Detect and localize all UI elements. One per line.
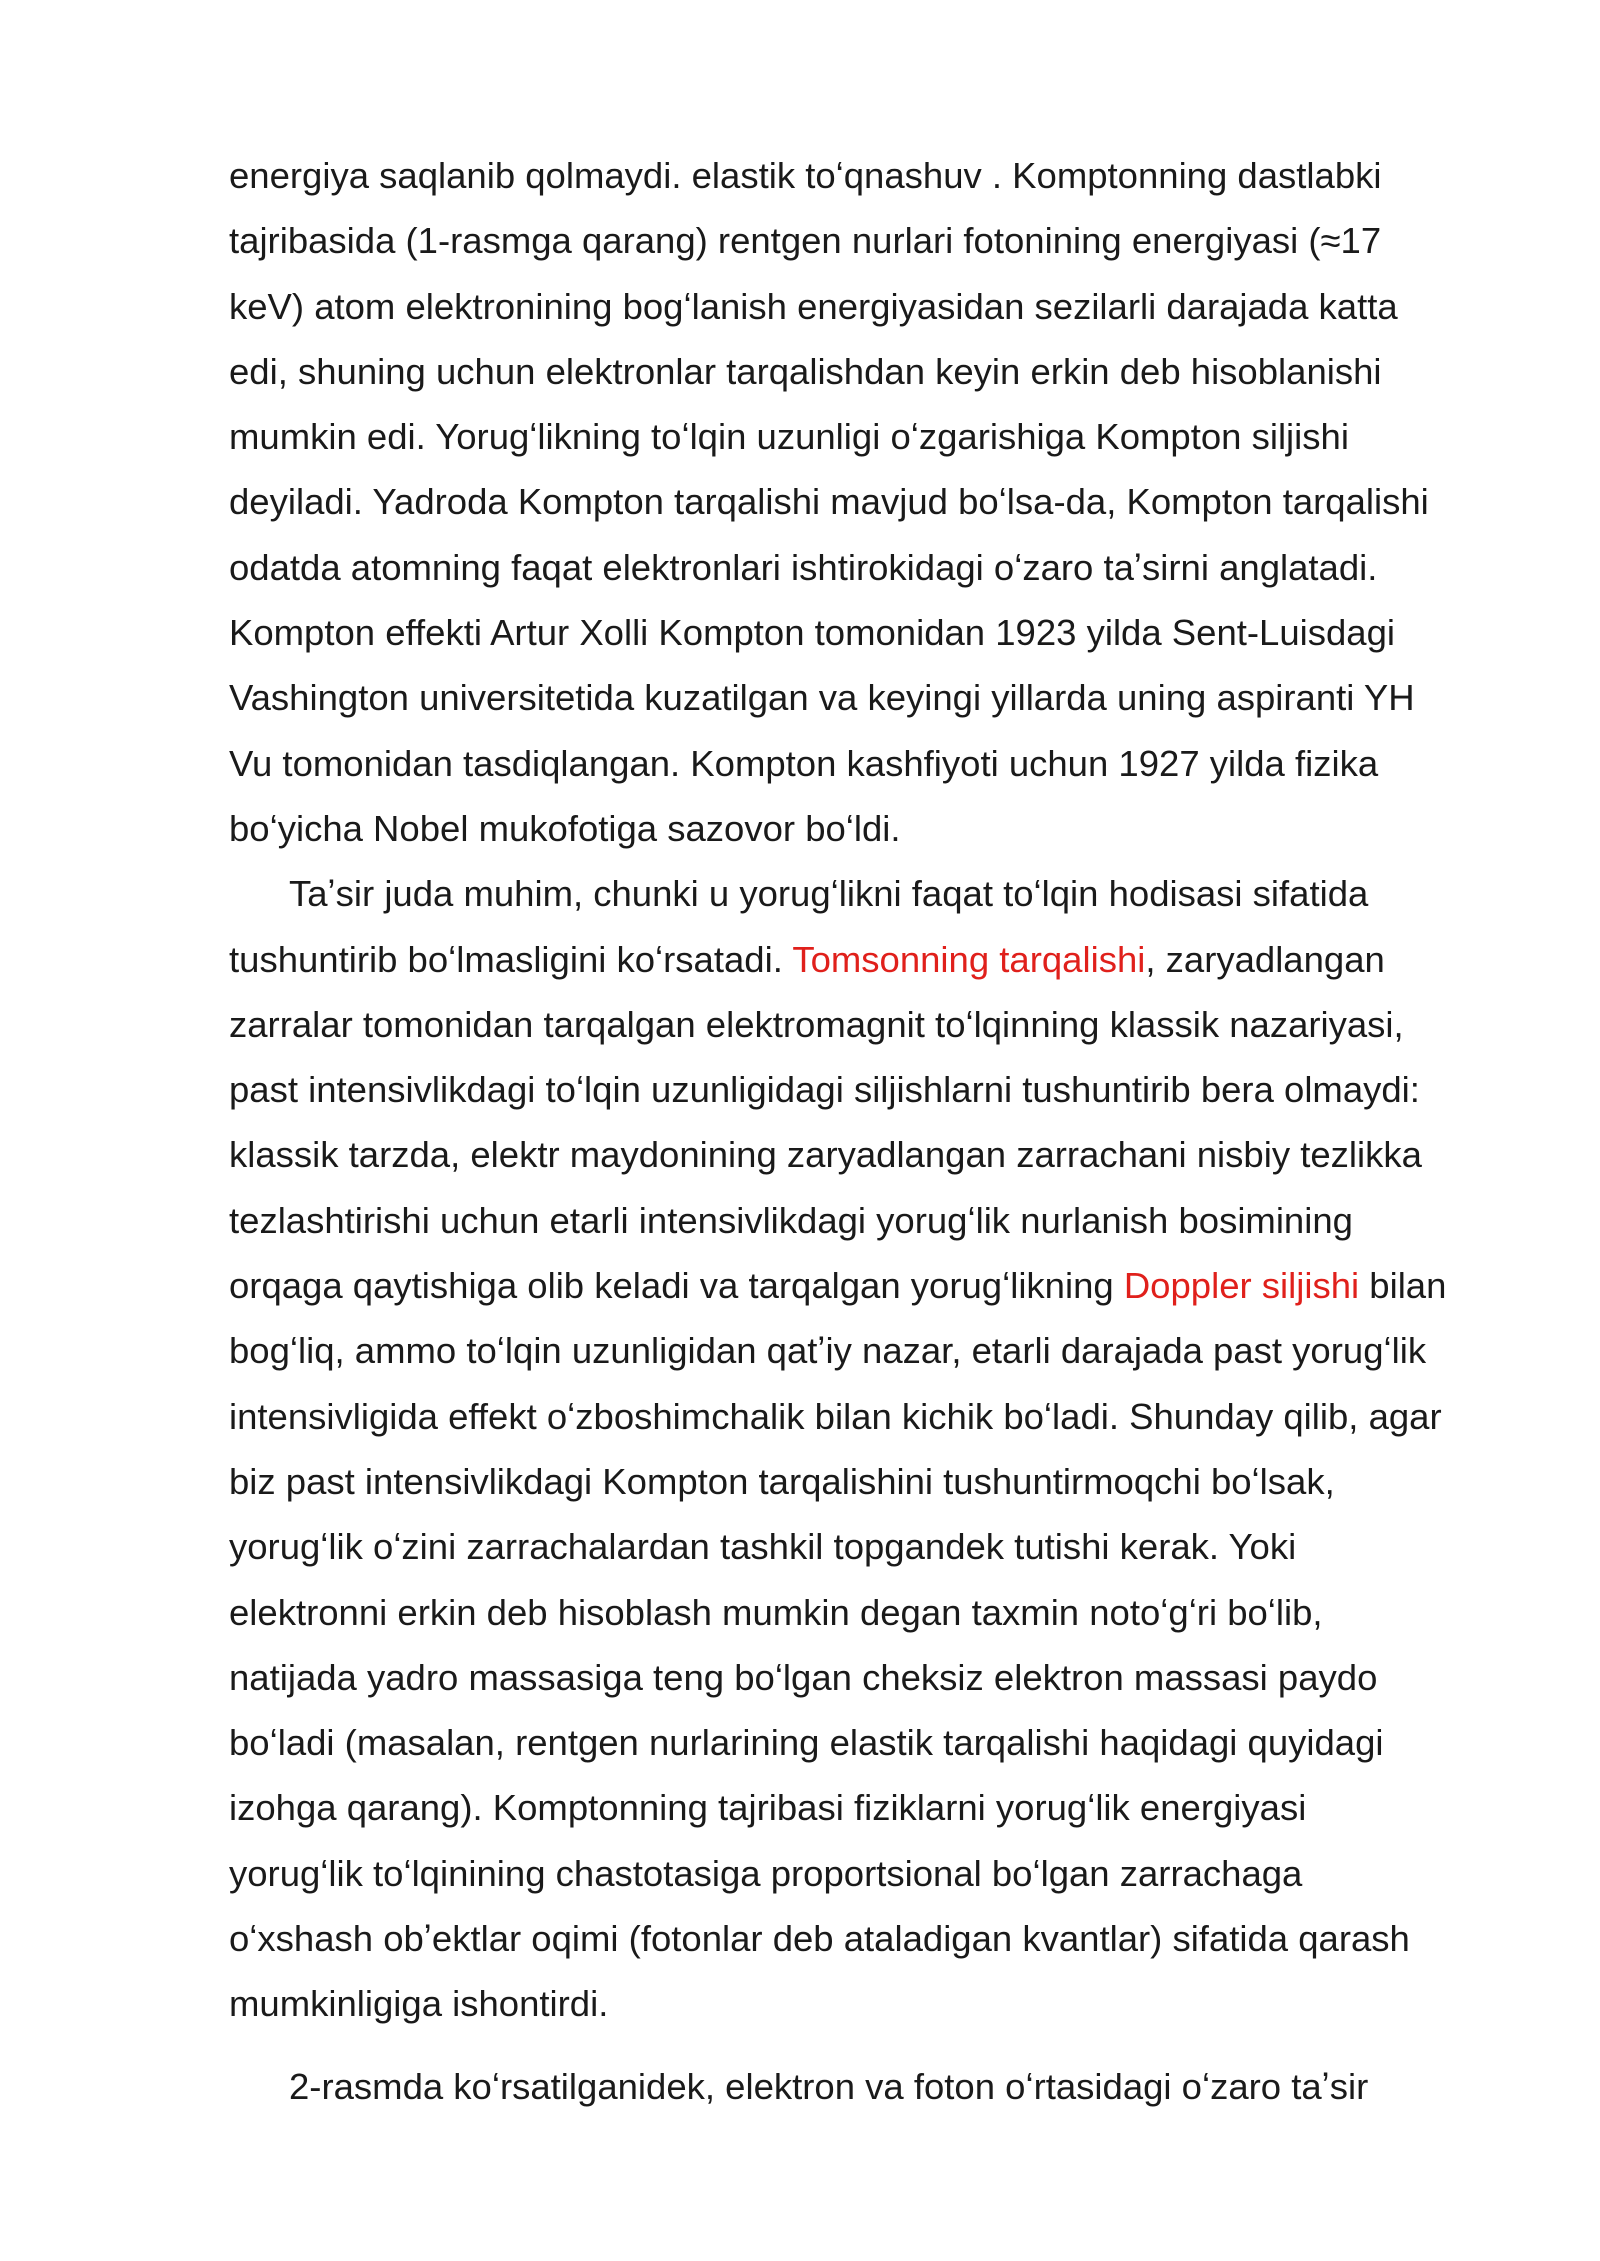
text-line: energiya saqlanib qolmaydi. elastik toʻqnashuv . Komptonning dastlabki — [229, 155, 1382, 196]
doppler-shift-link[interactable]: Doppler siljishi — [1123, 1265, 1360, 1307]
text-line: intensivligida effekt oʻzboshimchalik bilan kichik boʻladi. Shunday qilib, agar — [229, 1395, 1442, 1437]
text-line: oʻxshash obʼektlar oqimi (fotonlar deb ataladigan kvantlar) sifatida qarash — [229, 1918, 1410, 1960]
text-line: past intensivlikdagi toʻlqin uzunligidagi siljishlarni tushuntirib bera olmaydi: — [229, 1069, 1420, 1111]
text-line: Vashington universitetida kuzatilgan va keyingi yillarda uning aspiranti YH — [229, 677, 1415, 719]
text-line: odatda atomning faqat elektronlari ishtirokidagi oʻzaro taʼsirni anglatadi. — [229, 546, 1378, 588]
text-line: tajribasida (1-rasmga qarang) rentgen nurlari fotonining energiyasi (≈17 — [229, 220, 1382, 262]
text-span: bilan — [1359, 1265, 1447, 1307]
text-line: mumkinligiga ishontirdi. — [229, 1983, 609, 2025]
text-line: boʻyicha Nobel mukofotiga sazovor boʻldi. — [229, 807, 901, 849]
text-span: orqaga qaytishiga olib keladi va tarqalgan yorugʻlikning — [229, 1265, 1124, 1307]
text-line — [229, 927, 1499, 992]
text-line: Taʼsir juda muhim, chunki u yorugʻlikni faqat toʻlqin hodisasi sifatida — [289, 873, 1369, 915]
text-line: elektronni erkin deb hisoblash mumkin degan taxmin notoʻgʻri boʻlib, — [229, 1591, 1323, 1633]
paragraph-start — [229, 2054, 1499, 2119]
text-line: zarralar tomonidan tarqalgan elektromagnit toʻlqinning klassik nazariyasi, — [229, 1003, 1404, 1045]
text-line: bogʻliq, ammo toʻlqin uzunligidan qatʼiy nazar, etarli darajada past yorugʻlik — [229, 1330, 1427, 1372]
text-line: Kompton effekti Artur Xolli Kompton tomonidan 1923 yilda Sent-Luisdagi — [229, 612, 1396, 654]
text-line: mumkin edi. Yorugʻlikning toʻlqin uzunligi oʻzgarishiga Kompton siljishi — [229, 416, 1349, 458]
text-line: boʻladi (masalan, rentgen nurlarining elastik tarqalishi haqidagi quyidagi — [229, 1722, 1384, 1764]
text-line: natijada yadro massasiga teng boʻlgan cheksiz elektron massasi paydo — [229, 1656, 1378, 1698]
text-line: yorugʻlik oʻzini zarrachalardan tashkil topgandek tutishi kerak. Yoki — [229, 1526, 1297, 1568]
text-line: edi, shuning uchun elektronlar tarqalishdan keyin erkin deb hisoblanishi — [229, 350, 1382, 392]
text-line: izohga qarang). Komptonning tajribasi fiziklarni yorugʻlik energiyasi — [229, 1787, 1307, 1829]
text-line: keV) atom elektronining bogʻlanish energiyasidan sezilarli darajada katta — [229, 285, 1398, 327]
text-line: 2-rasmda koʻrsatilganidek, elektron va foton oʻrtasidagi oʻzaro taʼsir — [289, 2066, 1369, 2107]
text-line: tezlashtirishi uchun etarli intensivlikdagi yorugʻlik nurlanish bosimining — [229, 1199, 1353, 1241]
text-span: , zaryadlangan — [1145, 938, 1385, 980]
text-line: klassik tarzda, elektr maydonining zaryadlangan zarrachani nisbiy tezlikka — [229, 1134, 1422, 1176]
text-line: deyiladi. Yadroda Kompton tarqalishi mavjud boʻlsa-da, Kompton tarqalishi — [229, 481, 1429, 523]
paragraph-continuation — [229, 143, 1499, 2037]
text-span: tushuntirib boʻlmasligini koʻrsatadi. — [229, 938, 793, 980]
text-line: yorugʻlik toʻlqinining chastotasiga proportsional boʻlgan zarrachaga — [229, 1852, 1303, 1894]
text-line: Vu tomonidan tasdiqlangan. Kompton kashfiyoti uchun 1927 yilda fizika — [229, 742, 1379, 784]
text-line — [229, 1253, 1499, 1318]
tomson-scattering-link[interactable]: Tomsonning tarqalishi — [792, 938, 1146, 980]
text-line: biz past intensivlikdagi Kompton tarqalishini tushuntirmoqchi boʻlsak, — [229, 1460, 1335, 1502]
